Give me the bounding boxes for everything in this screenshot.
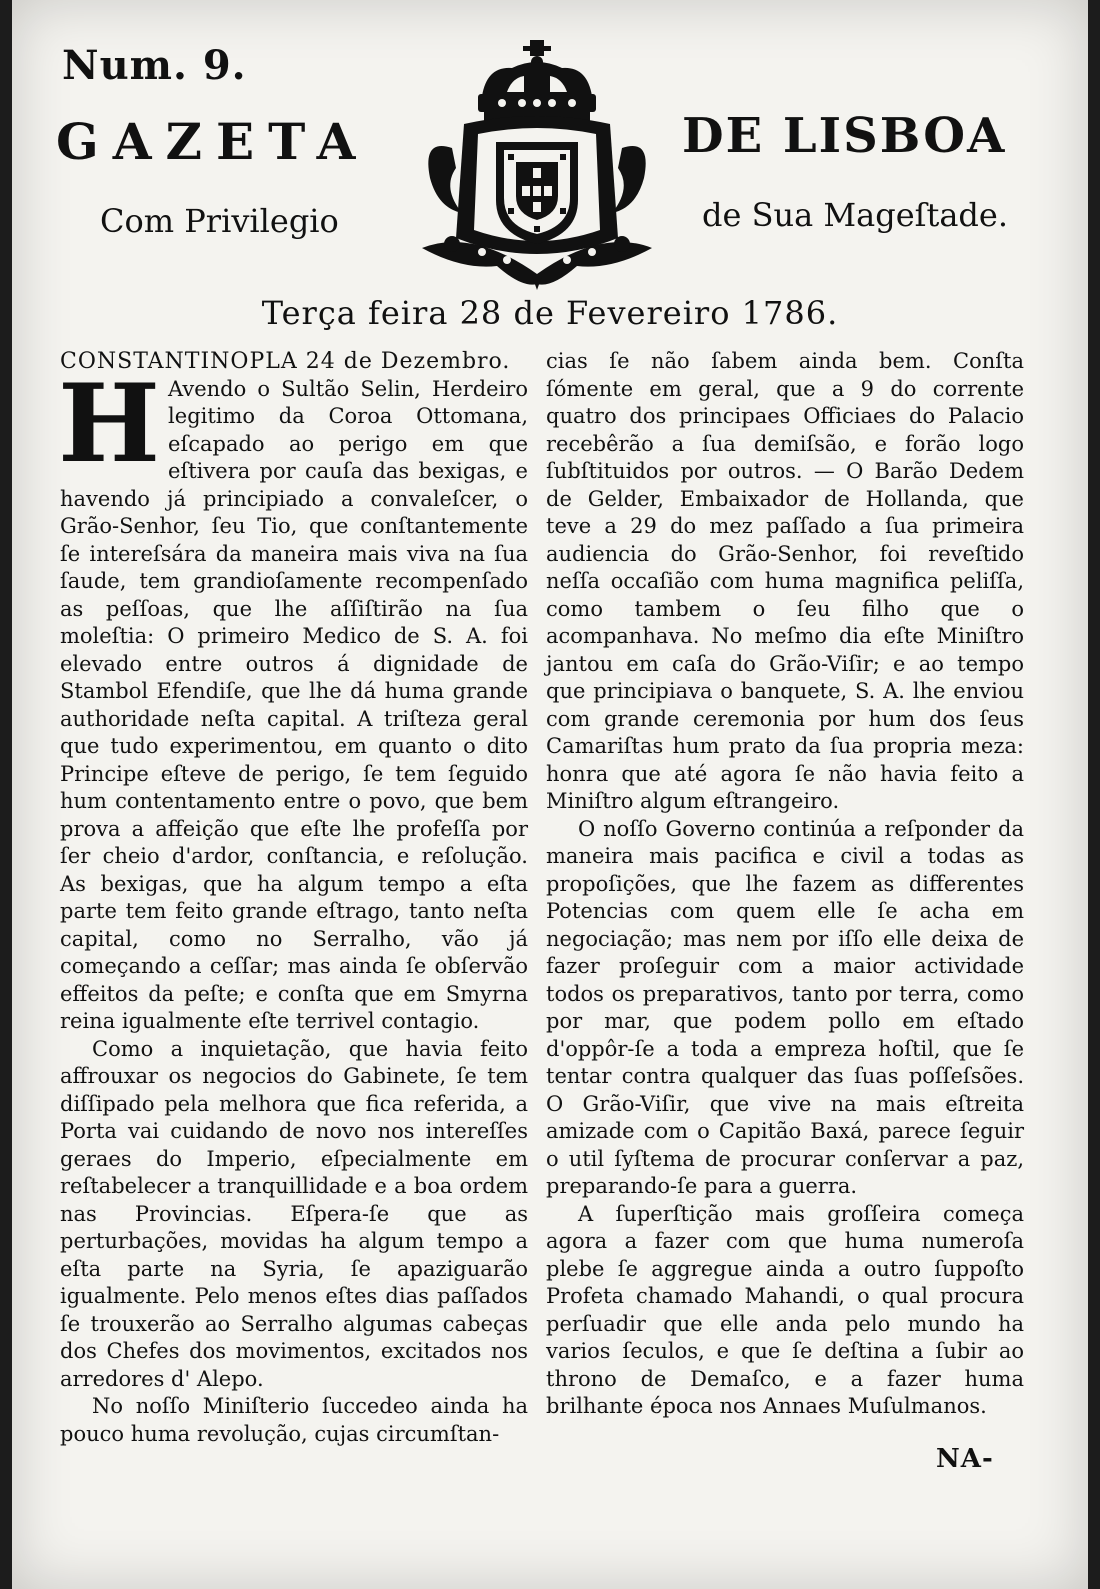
article-paragraph: No noſſo Miniſterio ſuccedeo ainda ha pouco huma revolução, cujas circumſtan- bbox=[60, 1394, 528, 1446]
article-paragraph: cias ſe não ſabem ainda bem. Conſta ſómente em geral, que a 9 do corrente quatro dos principaes Officiaes do Palacio recebêrão a ſua demiſsão, e forão logo ſubſtituidos por outros. — O Barão Dedem de Gelder, Embaixador de Hollanda, que teve a 29 do mez paſſado a ſua primeira audiencia do Grão-Senhor, foi reveſtido neſſa occaſião com huma magnifica peliſſa, como tambem o ſeu filho que o acompanhava. No meſmo dia eſte Miniſtro jantou em caſa do Grão-Viſir; e ao tempo que principiava o banquete, S. A. lhe enviou com grande ceremonia por hum dos ſeus Camariſtas hum prato da ſua propria meza: honra que até agora ſe não havia feito a Miniſtro algum eſtrangeiro. bbox=[546, 349, 1024, 813]
newspaper-page bbox=[12, 0, 1088, 1589]
article-column-left bbox=[60, 348, 528, 1448]
masthead-title-right: DE LISBOA bbox=[682, 108, 1007, 164]
dateline: CONSTANTINOPLA 24 de Dezembro. bbox=[60, 349, 511, 374]
article-paragraph: Como a inquietação, que havia feito affrouxar os negocios do Gabinete, ſe tem diſſipado pela melhora que fica referida, a Porta vai cuidando de novo nos intereſſes geraes do Imperio, eſpecialmente em reſtabelecer a tranquillidade e a boa ordem nas Provincias. Eſpera-ſe que as perturbações, movidas ha algum tempo a eſta parte na Syria, ſe apaziguarão igualmente. Pelo menos eſtes dias paſſados ſe trouxerão ao Serralho algumas cabeças dos Chefes dos movimentos, excitados nos arredores d' Alepo. bbox=[60, 1036, 528, 1391]
masthead-title-left: GAZETA bbox=[56, 112, 370, 171]
article-column-right bbox=[546, 348, 1024, 1421]
issue-number: Num. 9. bbox=[62, 42, 247, 89]
article-paragraph: A ſuperſtição mais groſſeira começa agora a fazer com que huma numeroſa plebe ſe aggregue ainda a outro ſuppoſto Profeta chamado Mahandi, o qual procura perſuadir que elle anda pelo mundo ha varios ſeculos, e que ſe deſtina a ſubir ao throno de Demaſco, e a fazer huma brilhante época nos Annaes Muſulmanos. bbox=[546, 1201, 1024, 1418]
royal-coat-of-arms-icon bbox=[412, 38, 662, 290]
privilege-left: Com Privilegio bbox=[100, 202, 339, 240]
paragraph-text: Avendo o Sultão Selin, Herdeiro legitimo da Coroa Ottomana, eſcapado ao perigo em que eſtivera por cauſa das bexigas, e havendo já principiado a convaleſcer, o Grão-Senhor, ſeu Tio, que conſtantemente ſe intereſsára da maneira mais viva na ſua ſaude, tem grandioſamente recompenſado as peſſoas, que lhe aſſiſtirão na ſua moleſtia: O primeiro Medico de S. A. foi elevado entre outros á dignidade de Stambol Efendiſe, que lhe dá huma grande authoridade neſta capital. A triſteza geral que tudo experimentou, em quanto o dito Principe eſteve de perigo, ſe tem ſeguido hum contentamento entre o povo, que bem prova a affeição que eſte lhe profeſſa por ſer cheio d'ardor, conſtancia, e reſolução. As bexigas, que ha algum tempo a eſta parte tem feito grande eſtrago, tanto neſta capital, como no Serralho, vão já começando a ceſſar; mas ainda ſe obſervão effeitos da peſte; e conſta que em Smyrna reina igualmente eſte terrivel contagio. bbox=[60, 376, 528, 1033]
article-paragraph: O noſſo Governo continúa a reſponder da maneira mais pacifica e civil a todas as propoſições, que lhe fazem as differentes Potencias com quem elle ſe acha em negociação; mas nem por iſſo elle deixa de fazer proſeguir com a maior actividade todos os preparativos, tanto por terra, como por mar, que podem pollo em eſtado d'oppôr-ſe a toda a empreza hoſtil, que ſe tentar contra qualquer das ſuas poſſeſsões. O Grão-Viſir, que vive na mais eſtreita amizade com o Capitão Baxá, parece ſeguir o util ſyſtema de procurar conſervar a paz, preparando-ſe para a guerra. bbox=[546, 816, 1024, 1198]
issue-date: Terça feira 28 de Fevereiro 1786. bbox=[261, 294, 839, 332]
privilege-right: de Sua Mageſtade. bbox=[702, 196, 1009, 234]
catchword: NA- bbox=[936, 1444, 994, 1474]
drop-cap: H bbox=[58, 360, 161, 487]
